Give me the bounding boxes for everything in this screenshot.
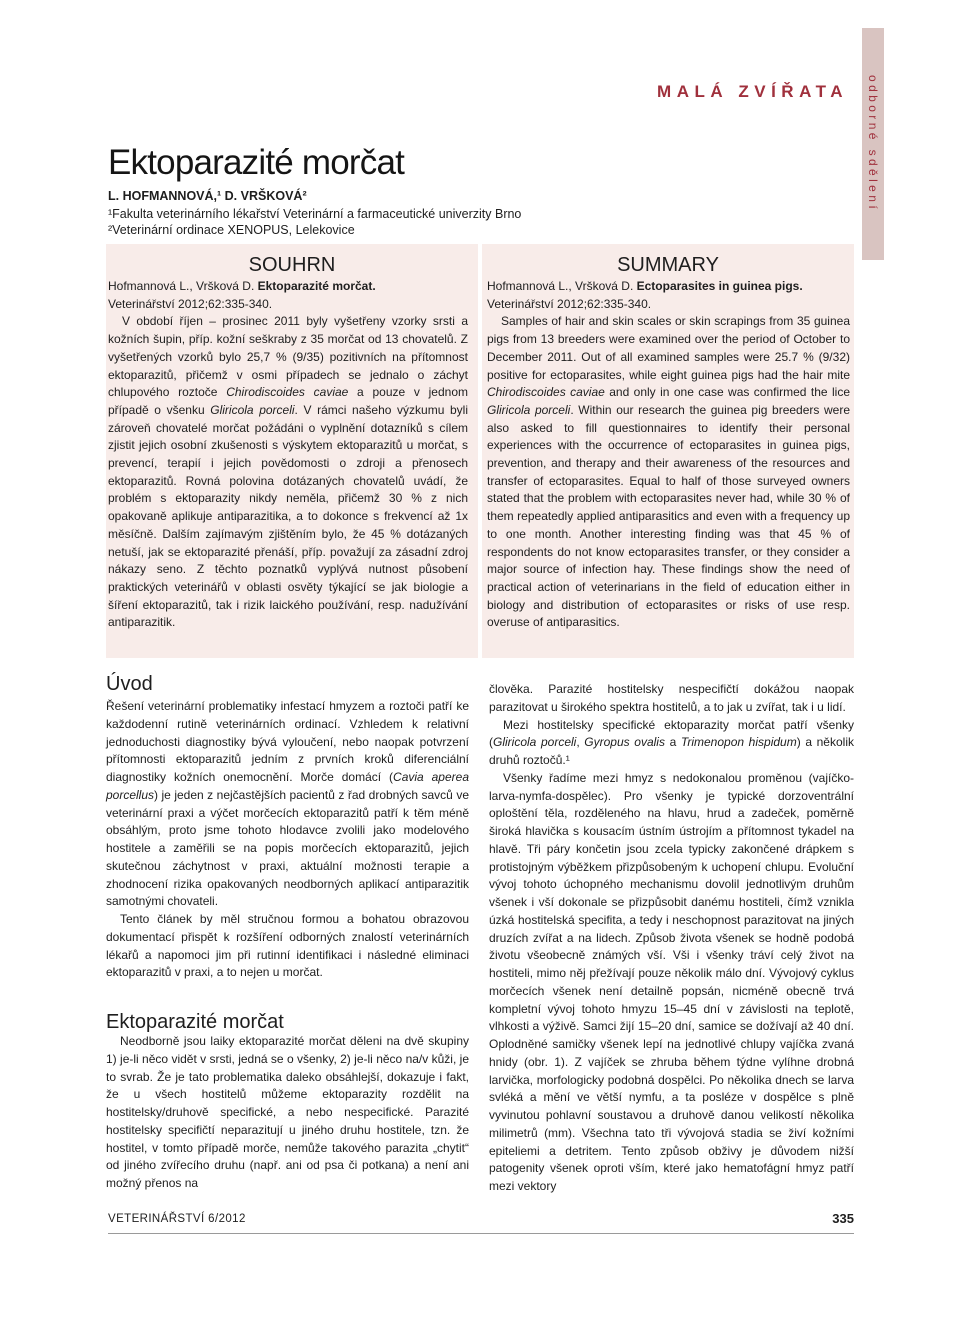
footer-journal: VETERINÁŘSTVÍ 6/2012 [108,1213,246,1225]
summary-italic-1: Chirodiscoides caviae [487,385,605,400]
uvod-p1b: ) je jeden z nejčastějších pacientů z řad drobných savců ve veterinární praxi a výčet morčecích ektoparazitů patří k těm méně obsáhlým, proto jsme tohoto hlodavce zvolili jako modelového hostitele a zaměřili se na popis morčecích ektoparazitů, jejich skutečnou záchytnost v praxi, aktuální možnosti terapie a zhodnocení rizika opakovaných neodborných aplikací antiparazitik samotnými chovateli. [106,787,469,909]
souhrn-citation-title: Ektoparazité morčat. [257,279,376,293]
right-italic-3: Trimenopon hispidum [680,735,797,750]
summary-p1c: . Within our research the guinea pig breeders were also asked to fill questionnaires to identify their personal experiences with the occurrence of ectoparasites in guinea pigs, prevention, and therapy and their awareness of the resources and transfer of ectoparasites. Equal to half of those surveyed owners stated that the problem with ectoparasites never had, while 30 % of them repeatedly applied antiparasitics and even with a frequency up to one month. Another interesting finding was that 45 % of respondents do not know ectoparasites transfer, or they consider a major source of infection hay. These findings show the need of practical action of veterinarians in the field of education either in biology and distribution of ectoparasites or risks of use resp. overuse of antiparasitics. [487,402,850,630]
souhrn-italic-1: Chirodiscoides caviae [226,385,349,400]
summary-italic-2: Gliricola porceli [487,402,571,417]
summary-p1: Samples of hair and skin scales or skin scrapings from 35 guinea pigs from 13 breeders were examined over the period of October to December 2011. Out of all examined samples were 25.7 % (9/32) positive for ectoparasites, while eight guinea pigs had the hair mite [487,314,850,382]
souhrn-text [108,278,468,632]
right-italic-2: Gyropus ovalis [584,735,665,750]
souhrn-p1b: a pouze v jednom případě o všenku [108,385,468,417]
uvod-p1a: Řešení veterinární problematiky infestací hmyzem a roztoči patří ke každodenní rutině veterinárních ordinací. Vzhledem k relativní jednoduchosti diagnostiky bývá vyloučení, nebo naopak potvrzení přítomnosti ektoparazitů jedním z prvních kroků diferenciální diagnostiky kožních onemocnění. Morče domácí ( [106,699,469,784]
right-italic-1: Gliricola porceli [493,735,577,750]
summary-citation-title: Ectoparasites in guinea pigs. [636,279,803,293]
summary-text [487,278,850,632]
section-label: MALÁ ZVÍŘATA [657,82,848,101]
affiliation-2: ²Veterinární ordinace XENOPUS, Lelekovice [108,223,355,237]
uvod-italic: Cavia aperea porcellus [106,770,469,802]
affiliation-1: ¹Fakulta veterinárního lékařství Veterinární a farmaceutické univerzity Brno [108,207,522,221]
uvod-heading: Úvod [106,673,153,695]
right-column [489,681,854,1196]
souhrn-italic-2: Gliricola porceli [210,402,295,417]
right-p2b: ) a několik druhů roztočů.¹ [489,735,854,767]
souhrn-p1: V období říjen – prosinec 2011 byly vyšetřeny vzorky srsti a kožních šupin, příp. kožní seškraby z 35 morčat od 13 chovatelů. Z vyšetřených vzorků bylo 25,7 % (9/35) pozitivních na přítomnost ektoparazitů, přičemž v osmi případech se jednalo o záchyt chlupového roztoče [108,314,468,400]
footer-divider [108,1233,854,1234]
right-p3: Všenky řadíme mezi hmyz s nedokonalou proměnou (vajíčko-larva-nymfa-dospělec). Pro všenky je typické dorzoventrální oploštění těla, rozděleného na hlavu, hrud a zadeček, poměrně široká hlavička s kousacím ústním ústrojím a přítomnost tykadel na hlavě. Tři páry končetin jsou zcela typicky zakončené drápkem s protistojným výběžkem přizpůsobeným k uchopení chlupu. Evoluční vývoj tohoto úchopného mechanismu dovolil jednotlivým druhům všenek i vší dokonale se přizpůsobit danému hostiteli, čímž vznikla úzká hostitelská specifita, a tedy i neschopnost parazitovat na jiných druzích zvířat a na lidech. Způsob života všenek se hodně podobá životu všeobecně známých vší. Vši i všenky tráví celý život na hostiteli, mimo něj přežívají pouze několik málo dní. Vývojový cyklus morčecích všenek není detailně popsán, nicméně obecně trvá kompletní vývoj tohoto hmyzu 15–45 dní v závislosti na teplotě, vlhkosti a výživě. Samci žijí 15–20 dní, samice se dožívají až 40 dní. Oplodněné samičky všenek lepí na jednotlivé chlupy vajíčka zvaná hnidy (obr. 1). Z vajíček se zhruba během týdne vylíhne drobná larvička, morfologicky podobná dospělci. Po několika dnech se larva svléká a mění ve větší nymfu, a ta posléze v dospělce s plně vyvinutou pohlavní soustavou a druhově danou velikostí několika milimetrů (mm). Všechna tato tři vývojová stadia se živí kožními epiteliemi a detritem. Tento způsob obživy je důvodem nižší patogenity všenek oproti vším, které jako hematofágní hmyz patří mezi vektory [489,770,854,1193]
right-sep-2: a [664,735,681,750]
summary-citation: Hofmannová L., Vršková D. [487,279,637,293]
authors: L. HOFMANNOVÁ,¹ D. VRŠKOVÁ² [108,189,307,203]
uvod-p2: Tento článek by měl stručnou formou a bohatou obrazovou dokumentací přispět k rozšíření odborných znalostí veterinárních lékařů a napomoci jim při rutinní identifikaci i následné eliminaci ektoparazitů v praxi, a to nejen u morčat. [106,912,469,980]
souhrn-heading: SOUHRN [248,254,336,276]
right-p2a: Mezi hostitelsky specifické ektoparazity morčat patří všenky ( [489,717,854,750]
article-title: Ektoparazité morčat [108,143,405,182]
ekto-p1: Neodborně jsou laiky ektoparazité morčat děleni na dvě skupiny 1) je-li něco vidět v srsti, jedná se o všenky, 2) je-li něco na/v kůži, je to svrab. Že je tato problematika daleko obsáhlejší, dokazuje i fakt, že u všech hostitelů můžeme ektoparazity rozdělit na hostitelsky/druhově specifické, a nebo nespecifické. Parazité hostitelsky specifičtí neparazitují u jiného druhu hostitele, tzn. že hostitel, v tomto případě morče, nemůže takového parazita „chytit“ od jiného zvířecího druhu (např. ani od psa či potkana) a není ani možný přenos na [106,1034,469,1190]
right-sep-1: , [576,735,585,750]
uvod-text [106,698,469,982]
page-number: 335 [832,1211,854,1226]
souhrn-citation: Hofmannová L., Vršková D. [108,279,258,293]
right-p1: člověka. Parazité hostitelsky nespecifičtí dokážou naopak parazitovat u širokého spektra hostitelů, a to jak u zvířat, tak i u lidí. [489,682,854,714]
summary-journal: Veterinářství 2012;62:335-340. [487,296,652,311]
souhrn-journal: Veterinářství 2012;62:335-340. [108,296,273,311]
souhrn-p1c: . V rámci našeho výzkumu byli zároveň chovatelé morčat požádáni o vyplnění dotazníků s cílem zjistit jejich osobní zkušenosti s výskytem ektoparazitů u morčat, s prevencí, terapií i jejich povědomosti o zdroji a přenosech ektoparazitů. Rovná polovina dotázaných chovatelů uvádí, že problém s ektoparazity nikdy neměla, přičemž 30 % z nich opakovaně aplikuje antiparazitika, a to dokonce s frekvencí až 1x měsíčně. Dalším zajímavým zjištěním bylo, že 45 % dotázaných netuší, jak se ektoparazité přenáší, příp. považují za zásadní zdroj nákazy seno. Z těchto poznatků vyplývá nutnost působení praktických veterinářů v oblasti osvěty týkající se jak biologie a šíření ektoparazitů, tak i rizik laického používání, resp. nadužívání antiparazitik. [108,402,468,630]
ekto-text [106,1033,469,1193]
ekto-heading: Ektoparazité morčat [106,1011,284,1033]
side-label: odborné sdělení [866,75,880,213]
summary-p1b: and only in one case was confirmed the lice [604,385,850,400]
summary-heading: SUMMARY [617,254,719,276]
